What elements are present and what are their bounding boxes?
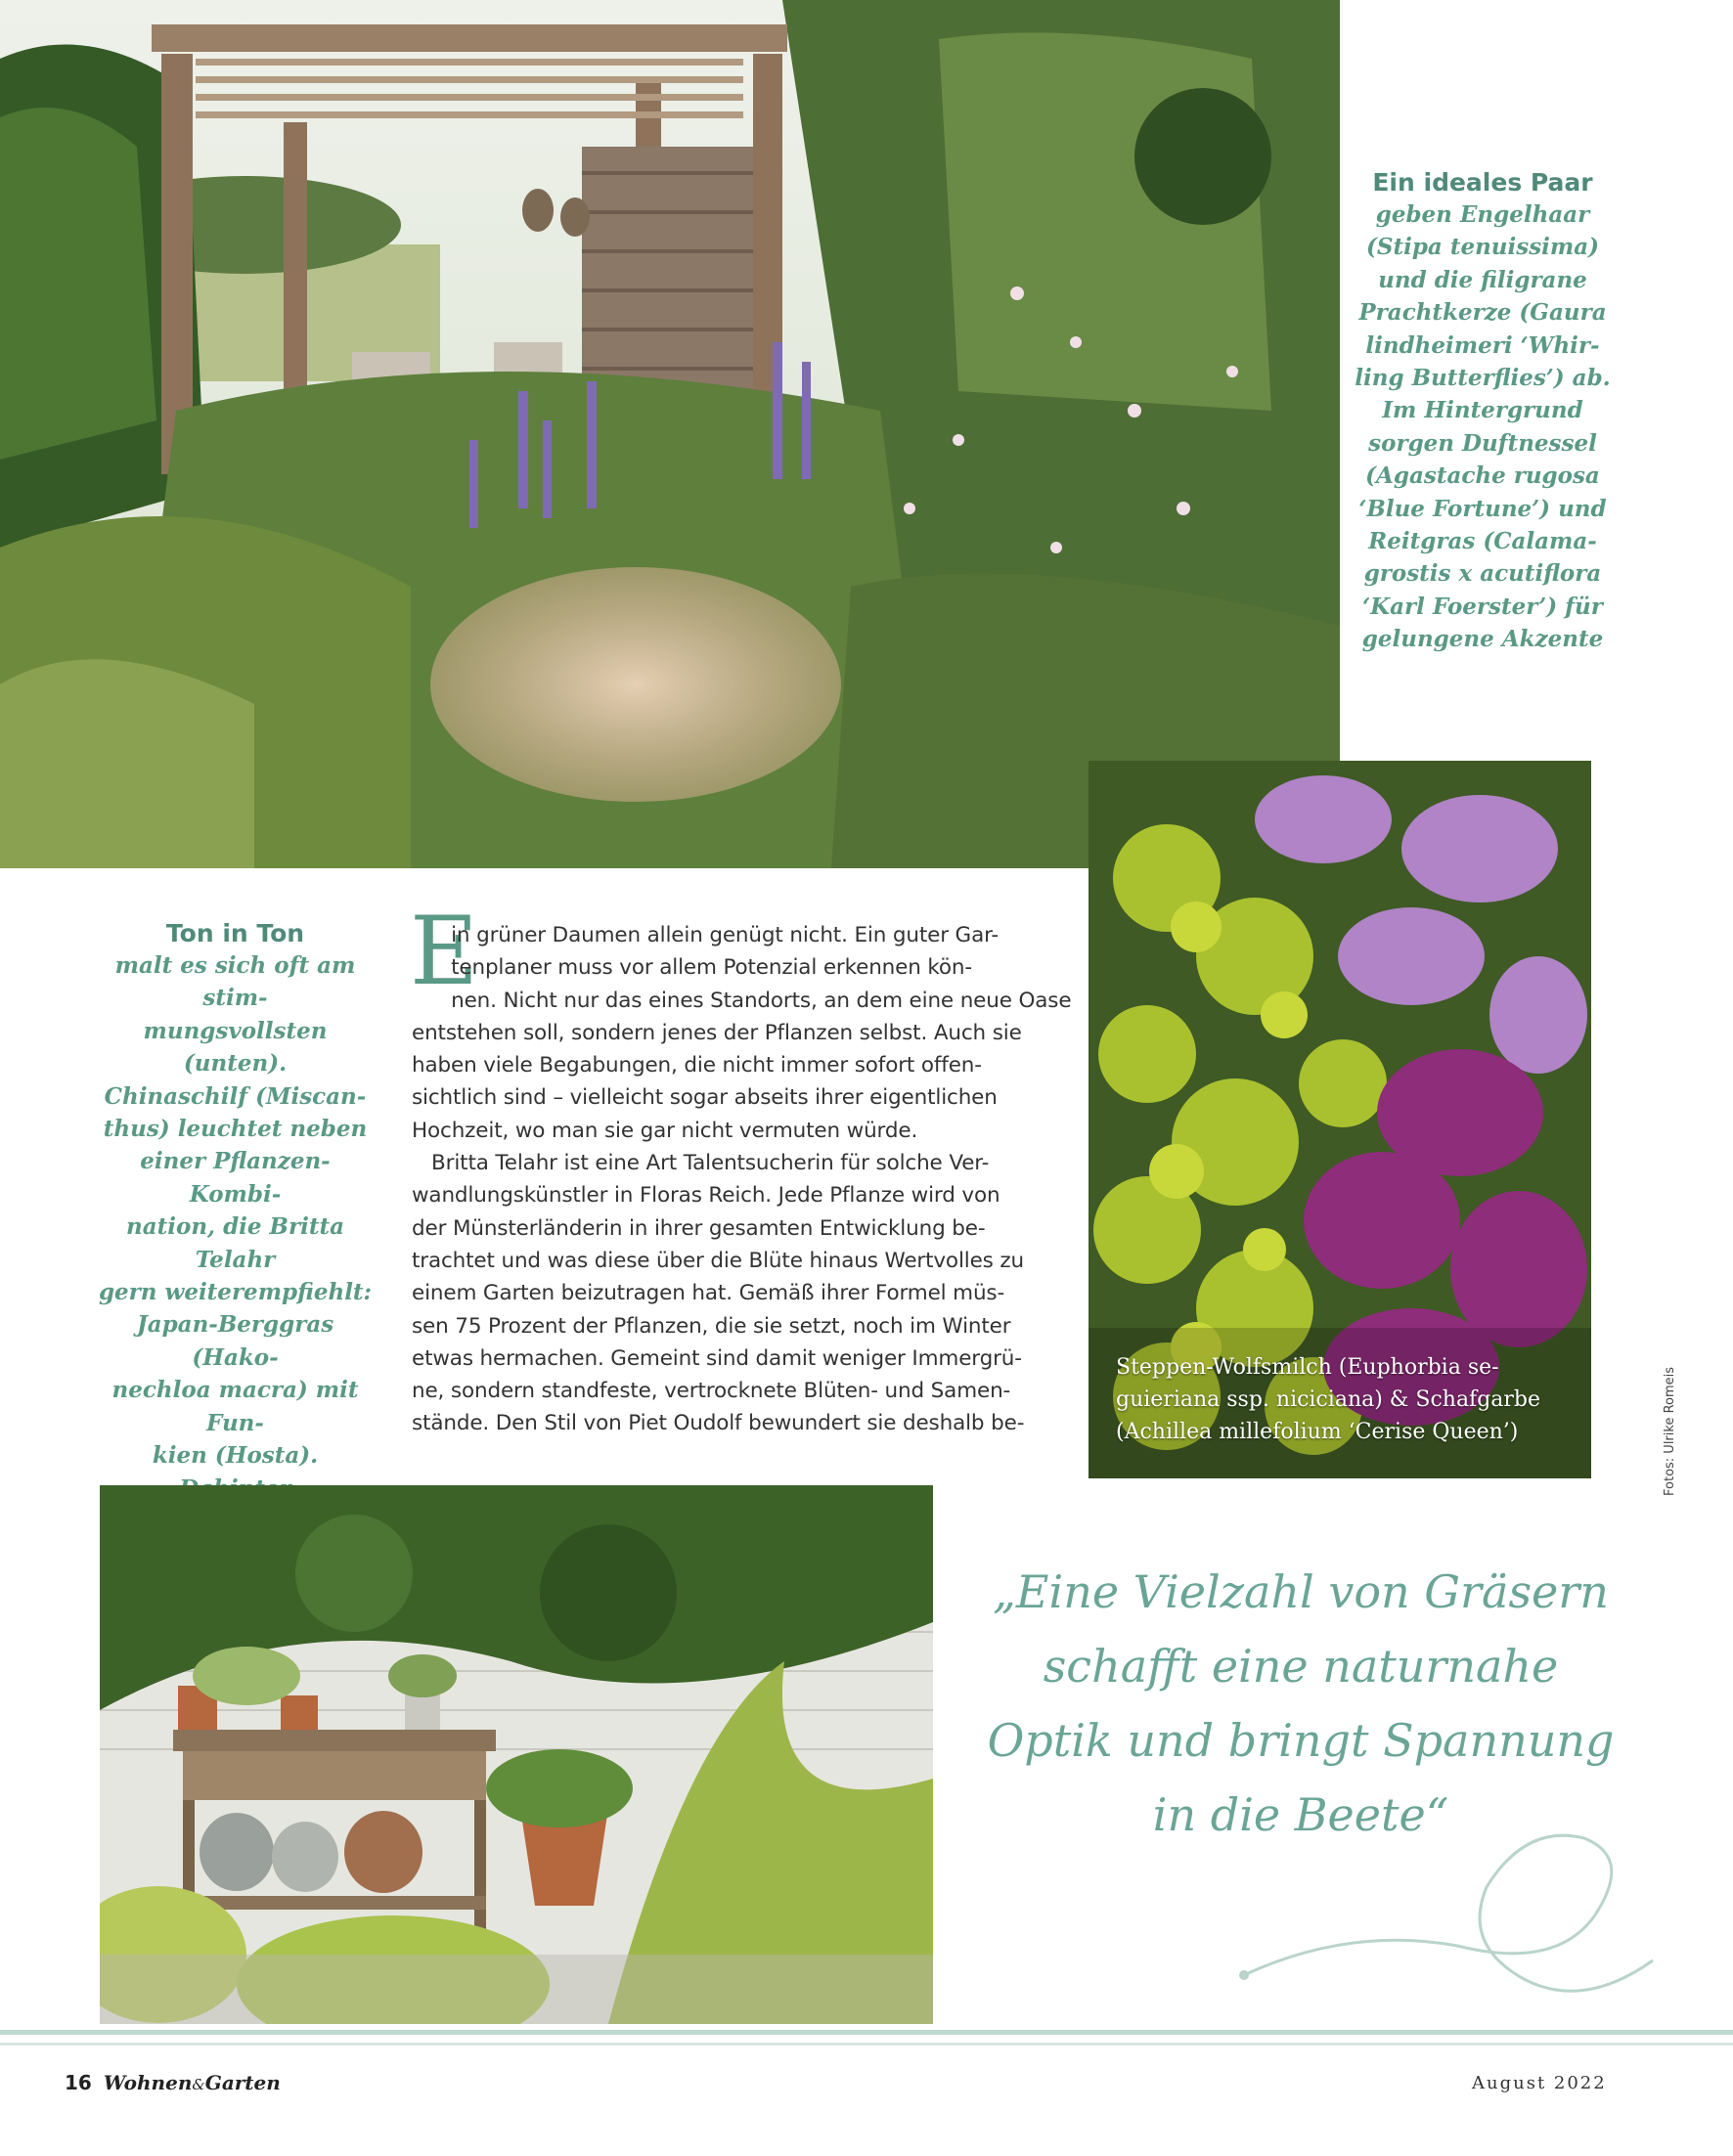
article-body: in grüner Daumen allein genügt nicht. Ein guter Gar- tenplaner muss vor allem Potenzial erkennen kön- nen. Nicht nur das eines Standorts, an dem eine neue Oase entstehen soll, sondern jenes der Pflanzen selbst. Auch sie haben viele Begabungen, die nicht immer sofort offen- sichtlich sind – vielleicht sogar abseits ihrer eigentlichen Hochzeit, wo man sie gar nicht vermuten würde. Britta Telahr ist eine Art Talentsucherin für solche Ver- wandlungskünstler in Floras Reich. Jede Pflanze wird von der Münsterländerin in ihrer gesamten Entwicklung be- trachtet und was diese über die Blüte hinaus Wertvolles zu einem Garten beizutragen hat. Gemäß ihrer Formel müs- sen 75 Prozent der Pflanzen, die sie setzt, noch im Winter etwas hermachen. Gemeint sind damit weniger Immergrü- ne, sondern standfeste, vertrocknete Blüten- und Samen- stände. Den Stil von Piet Oudolf bewundert sie deshalb be- [412,923,1072,1436]
drop-cap: E [410,897,479,1006]
pull-quote: „Eine Vielzahl von Gräsern schafft eine naturnahe Optik und bringt Spannung in die Beete“ [987,1565,1615,1841]
photo-credit: Fotos: Ulrike Romeis [1663,1366,1677,1496]
hero-caption [1348,168,1618,656]
folio [65,2071,281,2094]
potting-bench-photo [100,1485,933,2024]
side-caption-title: Ton in Ton [165,919,305,947]
footer-rule-thick [0,2030,1733,2035]
side-caption-body: malt es sich oft am stim- mungsvollsten (unten). Chinaschilf (Miscan- thus) leuchtet neben einer Pflanzen-Kombi- nation, die Britta Telahr gern weiterempfiehlt: Japan-Berggras (Hako- nechloa macra) mit Fun- kien (Hosta). [98,952,373,1470]
euphorbia-caption: Steppen-Wolfsmilch (Euphorbia se- guieriana ssp. niciciana) & Schafgarbe (Achillea millefolium ‘Cerise Queen’) [1116,1355,1541,1444]
decorative-swirl-icon [1232,1780,1672,2014]
hero-caption-title: Ein ideales Paar [1372,168,1593,197]
hero-garden-photo [0,0,1340,868]
magazine-ampersand: & [192,2076,205,2093]
magazine-name-part2: Garten [204,2071,281,2094]
magazine-name-part1: Wohnen [103,2071,193,2094]
page-number: 16 [65,2071,92,2094]
hero-caption-body: geben Engelhaar (Stipa tenuissima) und die filigrane Prachtkerze (Gaura lindheimeri ‘Whir- ling Butterflies’) ab. Im Hintergrund sorgen Duftnessel (Agastache rugosa ‘Blue Fortune’) und Reitgras (Calama- grostis x acutiflora ‘Karl Foerster’) für gelungene Akzente [1355,201,1611,653]
issue-date: August 2022 [1472,2073,1607,2093]
footer-rule-thin [0,2043,1733,2046]
